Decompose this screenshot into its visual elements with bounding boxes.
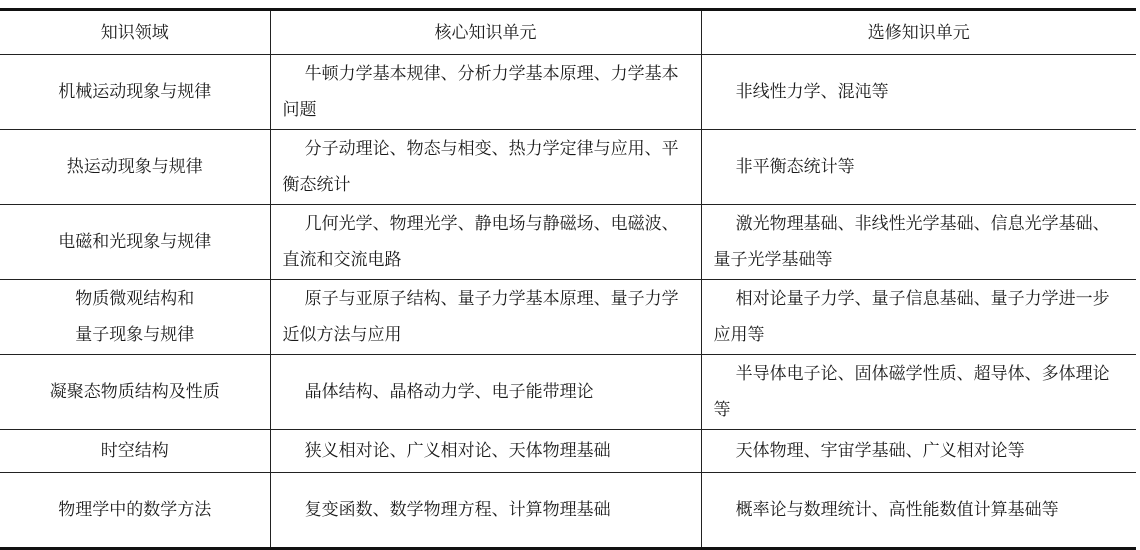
cell-elective: 非线性力学、混沌等 (701, 55, 1136, 130)
table-row (0, 205, 1136, 280)
table-header-row (0, 10, 1136, 55)
cell-area: 物质微观结构和量子现象与规律 (0, 280, 270, 355)
cell-elective: 天体物理、宇宙学基础、广义相对论等 (701, 430, 1136, 473)
cell-elective: 激光物理基础、非线性光学基础、信息光学基础、量子光学基础等 (701, 205, 1136, 280)
table-row (0, 130, 1136, 205)
table-row (0, 473, 1136, 549)
table-row (0, 430, 1136, 473)
cell-core: 晶体结构、晶格动力学、电子能带理论 (270, 355, 701, 430)
cell-area: 凝聚态物质结构及性质 (0, 355, 270, 430)
cell-elective: 半导体电子论、固体磁学性质、超导体、多体理论等 (701, 355, 1136, 430)
cell-core: 复变函数、数学物理方程、计算物理基础 (270, 473, 701, 549)
table-row (0, 280, 1136, 355)
cell-core: 狭义相对论、广义相对论、天体物理基础 (270, 430, 701, 473)
knowledge-units-table (0, 8, 1136, 550)
cell-core: 牛顿力学基本规律、分析力学基本原理、力学基本问题 (270, 55, 701, 130)
header-knowledge-area: 知识领域 (0, 10, 270, 55)
cell-elective: 非平衡态统计等 (701, 130, 1136, 205)
cell-area: 时空结构 (0, 430, 270, 473)
cell-core: 分子动理论、物态与相变、热力学定律与应用、平衡态统计 (270, 130, 701, 205)
cell-core: 原子与亚原子结构、量子力学基本原理、量子力学近似方法与应用 (270, 280, 701, 355)
header-core-units: 核心知识单元 (270, 10, 701, 55)
cell-elective: 相对论量子力学、量子信息基础、量子力学进一步应用等 (701, 280, 1136, 355)
cell-elective: 概率论与数理统计、高性能数值计算基础等 (701, 473, 1136, 549)
cell-area: 物理学中的数学方法 (0, 473, 270, 549)
cell-area: 电磁和光现象与规律 (0, 205, 270, 280)
header-elective-units: 选修知识单元 (701, 10, 1136, 55)
table-row (0, 355, 1136, 430)
table-row (0, 55, 1136, 130)
cell-core: 几何光学、物理光学、静电场与静磁场、电磁波、直流和交流电路 (270, 205, 701, 280)
cell-area: 热运动现象与规律 (0, 130, 270, 205)
cell-area: 机械运动现象与规律 (0, 55, 270, 130)
